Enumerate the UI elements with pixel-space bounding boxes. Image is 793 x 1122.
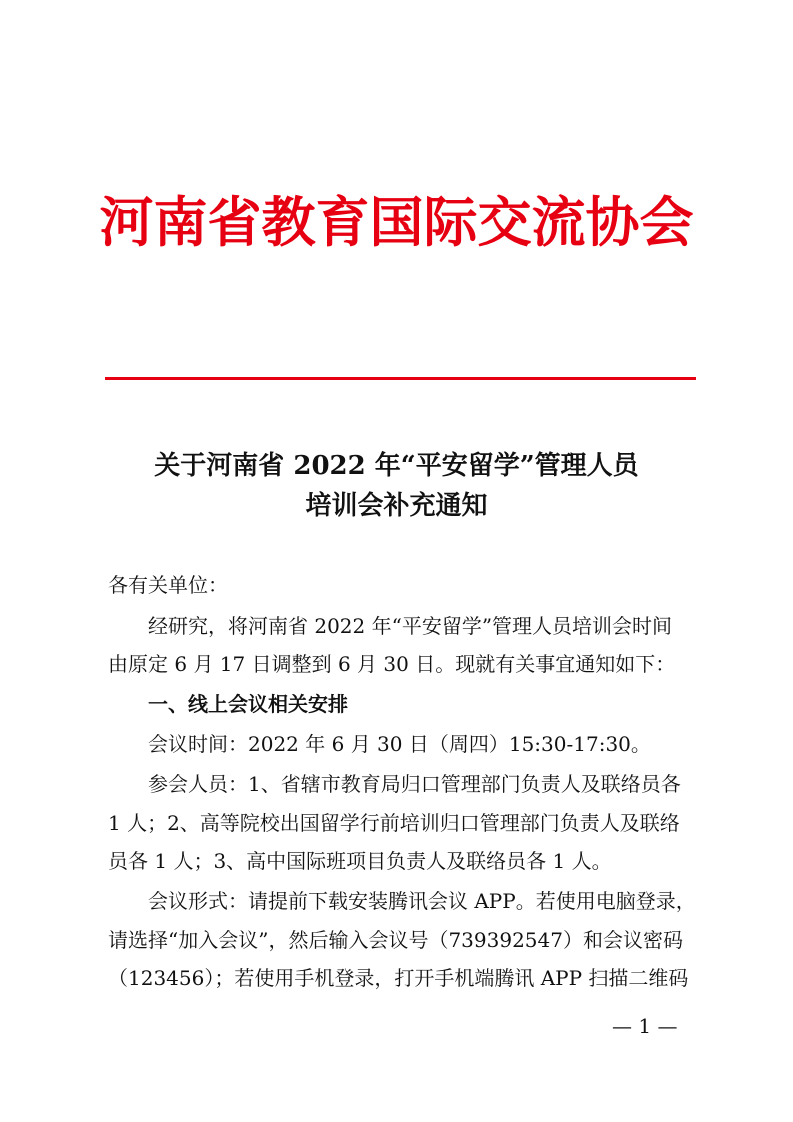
salutation: 各有关单位： (108, 573, 228, 597)
section-heading-online-meeting: 一、线上会议相关安排 (148, 692, 348, 716)
issuing-organization-title: 河南省教育国际交流协会 (99, 190, 694, 254)
page-number: — 1 — (612, 1014, 678, 1038)
paragraph-1-line-2: 由原定 6 月 17 日调整到 6 月 30 日。现就有关事宜通知如下： (108, 652, 676, 676)
meeting-format-line-3: （123456）；若使用手机登录，打开手机端腾讯 APP 扫描二维码 (108, 966, 689, 990)
meeting-format-line-2: 请选择“加入会议”，然后输入会议号（739392547）和会议密码 (108, 928, 683, 952)
red-divider-line (105, 377, 696, 380)
attendees-line-1: 参会人员：1、省辖市教育局归口管理部门负责人及联络员各 (148, 772, 681, 796)
paragraph-1-line-1: 经研究，将河南省 2022 年“平安留学”管理人员培训会时间 (148, 614, 673, 638)
attendees-line-3: 员各 1 人；3、高中国际班项目负责人及联络员各 1 人。 (108, 849, 612, 873)
document-title-line-2: 培训会补充通知 (305, 491, 488, 521)
attendees-line-2: 1 人；2、高等院校出国留学行前培训归口管理部门负责人及联络 (108, 811, 680, 835)
meeting-format-line-1: 会议形式：请提前下载安装腾讯会议 APP。若使用电脑登录， (148, 889, 696, 913)
document-title-line-1: 关于河南省 2022 年“平安留学”管理人员 (154, 451, 639, 481)
meeting-time: 会议时间：2022 年 6 月 30 日（周四）15:30-17:30。 (148, 732, 651, 756)
